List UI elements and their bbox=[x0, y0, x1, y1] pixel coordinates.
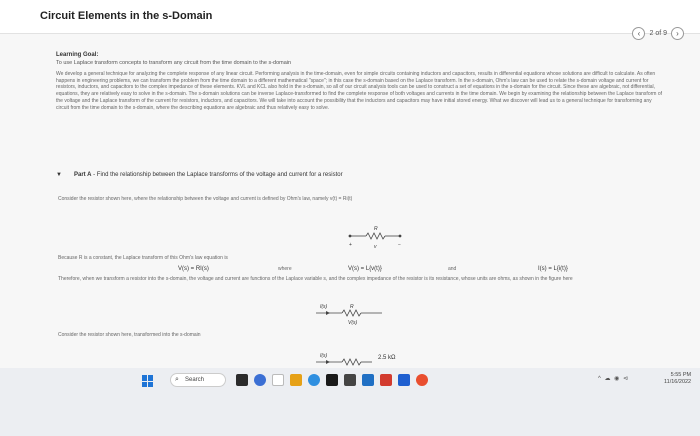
store-icon[interactable] bbox=[326, 374, 338, 386]
learning-goal-body: We develop a general technique for analyzing the complete response of any linear circuit. Performing analysis in the time-domain, even for simple circuits containing inductors and capacitors, results in differential equations whose solutions are difficult to calculate. As often happens in engineering problems, we can transform the problem from the time domain to a different mathematical "space"; in this case the s-domain based on the Laplace transform. In the s-domain, Ohm's law can be used to relate the s-domain voltage and current for resistors, inductors, and capacitors to the complex impedance of these elements. KVL and KCL also hold in the s-domain, so all of our circuit analysis tools can be used to construct a set of equations in the s-domain for the circuit. Since these are algebraic, not differential, equations, they are relatively easy to solve in the s-domain. The s-domain solutions can be inverse Laplace-transformed to find the complete response of both voltages and currents in the time domain. We begin by examining the relationship between the Laplace transform of the voltage and the Laplace transform of the current for resistors, inductors, and capacitors. We will take into account the possibility that the inductors and capacitors may have initial stored energy. What we discover will lead us to a general technique for transforming any circuit from the time domain to the s-domain, where the describing equations are algebraic and thus relatively easy to solve. bbox=[56, 71, 662, 111]
part-a-title: Part A bbox=[74, 172, 92, 178]
teams-icon[interactable] bbox=[254, 374, 266, 386]
chevron-left-icon[interactable]: ‹ bbox=[632, 27, 645, 40]
resistance-value: 2.5 kΩ bbox=[378, 355, 396, 361]
collapse-arrow-icon[interactable]: ▼ bbox=[56, 172, 62, 178]
resistor-label: R bbox=[374, 226, 378, 232]
search-label: Search bbox=[185, 377, 205, 383]
eq-and: and bbox=[448, 266, 457, 272]
office-icon[interactable] bbox=[380, 374, 392, 386]
task-view-icon[interactable] bbox=[236, 374, 248, 386]
mail-icon[interactable] bbox=[362, 374, 374, 386]
resistor-s-domain-figure bbox=[312, 300, 392, 334]
taskbar-search[interactable] bbox=[170, 373, 226, 387]
therefore-text: Therefore, when we transform a resistor into the s-domain, the voltage and current are functions of the Laplace variable s, and the complex impedance of the resistor is its resistance, whose units are ohms, as shown in the figure here bbox=[58, 276, 573, 282]
minus-sign: − bbox=[398, 242, 401, 248]
eq-current-transform: I(s) = L{i(t)} bbox=[538, 266, 568, 272]
search-icon: ⌕ bbox=[175, 376, 179, 383]
current-label-2: I(s) bbox=[320, 353, 328, 359]
eq-ohms-law-s: V(s) = RI(s) bbox=[178, 266, 209, 272]
taskbar-clock[interactable] bbox=[664, 372, 691, 386]
page-header bbox=[0, 0, 700, 38]
resistor-label-s: R bbox=[350, 304, 354, 310]
voltage-label: v bbox=[374, 244, 377, 250]
taskbar bbox=[0, 368, 700, 436]
file-explorer-icon[interactable] bbox=[290, 374, 302, 386]
chrome-icon[interactable] bbox=[416, 374, 428, 386]
eq-voltage-transform: V(s) = L{v(t)} bbox=[348, 266, 382, 272]
problem-content bbox=[40, 44, 670, 412]
learning-goal-heading: Learning Goal: bbox=[56, 52, 99, 58]
windows-start-icon[interactable] bbox=[142, 375, 154, 387]
learning-goal-summary: To use Laplace transform concepts to transform any circuit from the time domain to the s-domain bbox=[56, 60, 292, 66]
part-a-header[interactable] bbox=[56, 172, 666, 178]
widget-icon[interactable] bbox=[272, 374, 284, 386]
page-counter: 2 of 9 bbox=[649, 30, 667, 37]
learning-goal bbox=[56, 52, 666, 111]
clock-time: 5:55 PM bbox=[670, 372, 692, 378]
pager bbox=[632, 27, 684, 40]
eq-where: where bbox=[278, 266, 292, 272]
plus-sign: + bbox=[349, 242, 352, 248]
current-label: I(s) bbox=[320, 304, 328, 310]
edge-icon[interactable] bbox=[308, 374, 320, 386]
chevron-right-icon[interactable]: › bbox=[671, 27, 684, 40]
part-a-description: - Find the relationship between the Laplace transforms of the voltage and current for a resistor bbox=[91, 172, 343, 178]
resistor-time-domain-figure bbox=[340, 224, 410, 254]
consider-text-2: Consider the resistor shown here, transformed into the s-domain bbox=[58, 332, 201, 338]
voltage-label-s: V(s) bbox=[348, 320, 358, 326]
word-icon[interactable] bbox=[398, 374, 410, 386]
system-tray-icons[interactable]: ^ ☁ ◉ ⊲ bbox=[598, 376, 630, 382]
consider-text-1: Consider the resistor shown here, where the relationship between the voltage and current is defined by Ohm's law, namely v(t) = Ri(t) bbox=[58, 196, 353, 202]
page-title: Circuit Elements in the s-Domain bbox=[40, 10, 213, 22]
terminal-icon[interactable] bbox=[344, 374, 356, 386]
clock-date: 11/16/2022 bbox=[664, 379, 692, 385]
because-text: Because R is a constant, the Laplace transform of this Ohm's law equation is bbox=[58, 255, 228, 261]
part-a-label bbox=[74, 172, 343, 178]
